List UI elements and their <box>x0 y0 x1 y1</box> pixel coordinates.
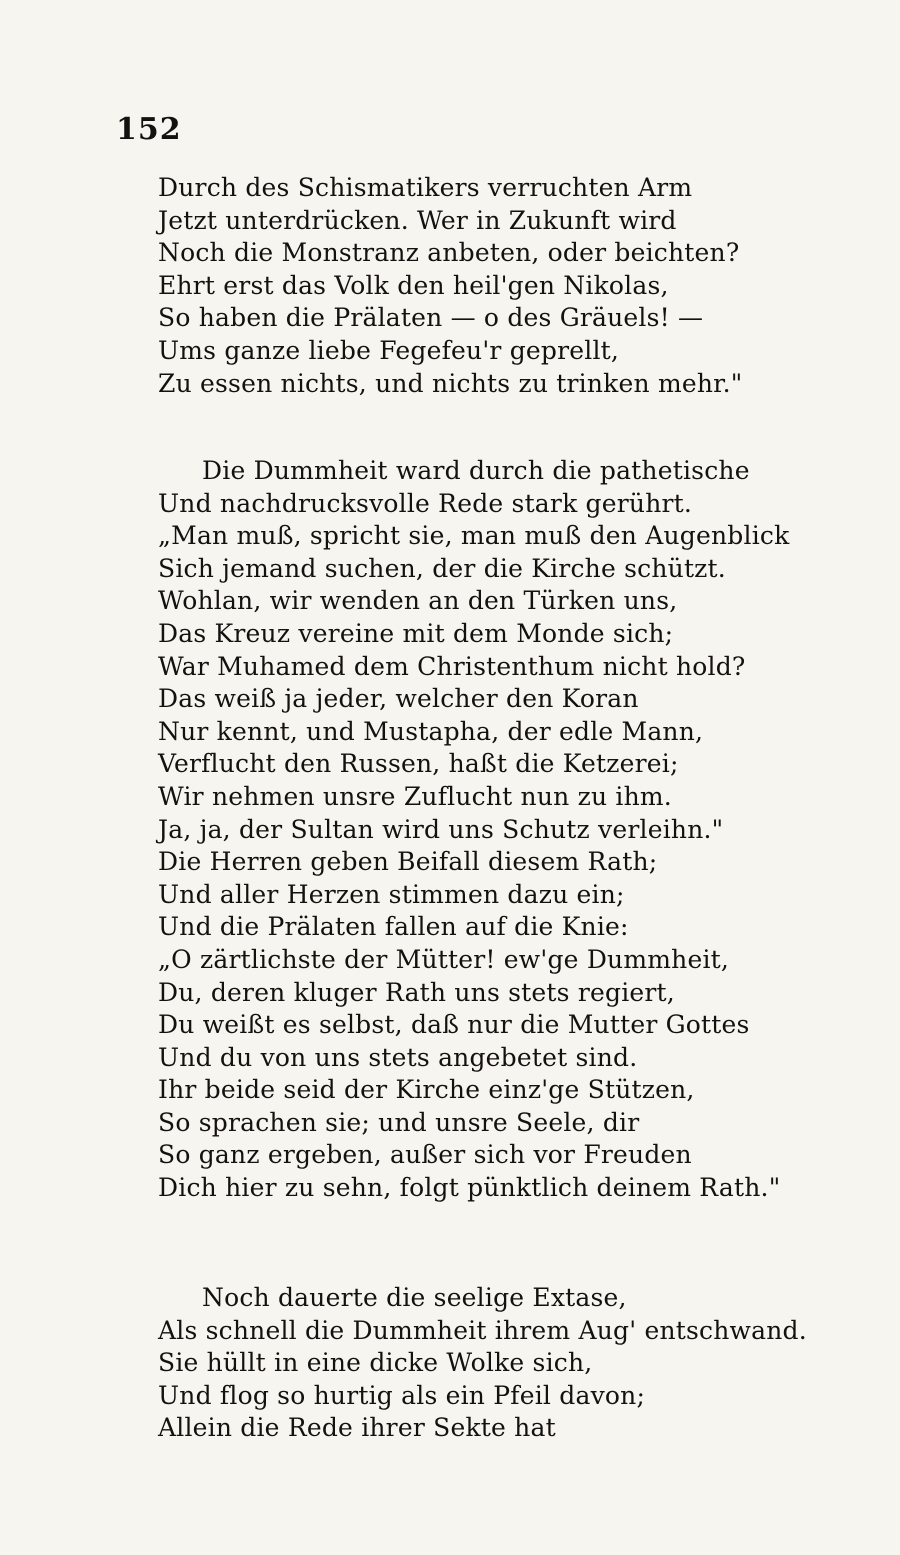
verse-line: Zu essen nichts, und nichts zu trinken mehr." <box>158 368 743 398</box>
verse-line: Wohlan, wir wenden an den Türken uns, <box>158 586 678 616</box>
verse-line: „O zärtlichste der Mütter! ew'ge Dummheit, <box>158 944 730 974</box>
verse-line: „Man muß, spricht sie, man muß den Augenblick <box>158 521 790 551</box>
verse-line: Du, deren kluger Rath uns stets regiert, <box>158 977 675 1007</box>
verse-line: Und aller Herzen stimmen dazu ein; <box>158 879 625 909</box>
verse-line: Jetzt unterdrücken. Wer in Zukunft wird <box>158 205 677 235</box>
stanza-3 <box>158 1282 818 1445</box>
verse-line: Verflucht den Russen, haßt die Ketzerei; <box>158 749 679 779</box>
verse-line: So sprachen sie; und unsre Seele, dir <box>158 1107 640 1137</box>
verse-line: Durch des Schismatikers verruchten Arm <box>158 173 693 202</box>
verse-line: Die Dummheit ward durch die pathetische <box>202 456 750 485</box>
verse-line: Die Herren geben Beifall diesem Rath; <box>158 847 658 877</box>
verse-line: Und flog so hurtig als ein Pfeil davon; <box>158 1380 646 1410</box>
verse-line: Wir nehmen unsre Zuflucht nun zu ihm. <box>158 781 672 811</box>
verse-line: Als schnell die Dummheit ihrem Aug' entschwand. <box>158 1315 807 1345</box>
verse-line: Noch die Monstranz anbeten, oder beichten? <box>158 238 740 268</box>
verse-line: Ums ganze liebe Fegefeu'r geprellt, <box>158 335 620 365</box>
verse-line: Du weißt es selbst, daß nur die Mutter Gottes <box>158 1010 750 1040</box>
verse-line: So haben die Prälaten — o des Gräuels! — <box>158 303 704 333</box>
verse-line: Ehrt erst das Volk den heil'gen Nikolas, <box>158 270 669 300</box>
verse-line: Dich hier zu sehn, folgt pünktlich deinem Rath." <box>158 1173 781 1203</box>
stanza-1 <box>158 172 818 400</box>
verse-line: So ganz ergeben, außer sich vor Freuden <box>158 1140 692 1170</box>
verse-line: War Muhamed dem Christenthum nicht hold? <box>158 651 746 681</box>
verse-line: Und du von uns stets angebetet sind. <box>158 1042 638 1072</box>
verse-line: Allein die Rede ihrer Sekte hat <box>158 1413 556 1443</box>
verse-line: Ihr beide seid der Kirche einz'ge Stützen, <box>158 1075 695 1105</box>
stanza-2 <box>158 455 818 1205</box>
verse-line: Noch dauerte die seelige Extase, <box>202 1283 627 1312</box>
page-number: 152 <box>116 112 182 147</box>
verse-line: Das Kreuz vereine mit dem Monde sich; <box>158 618 674 648</box>
verse-line: Und die Prälaten fallen auf die Knie: <box>158 912 629 942</box>
verse-line: Sich jemand suchen, der die Kirche schützt. <box>158 553 726 583</box>
verse-line: Und nachdrucksvolle Rede stark gerührt. <box>158 488 693 518</box>
verse-line: Sie hüllt in eine dicke Wolke sich, <box>158 1348 593 1378</box>
verse-line: Ja, ja, der Sultan wird uns Schutz verleihn." <box>158 814 724 844</box>
verse-line: Nur kennt, und Mustapha, der edle Mann, <box>158 716 704 746</box>
verse-line: Das weiß ja jeder, welcher den Koran <box>158 684 639 714</box>
